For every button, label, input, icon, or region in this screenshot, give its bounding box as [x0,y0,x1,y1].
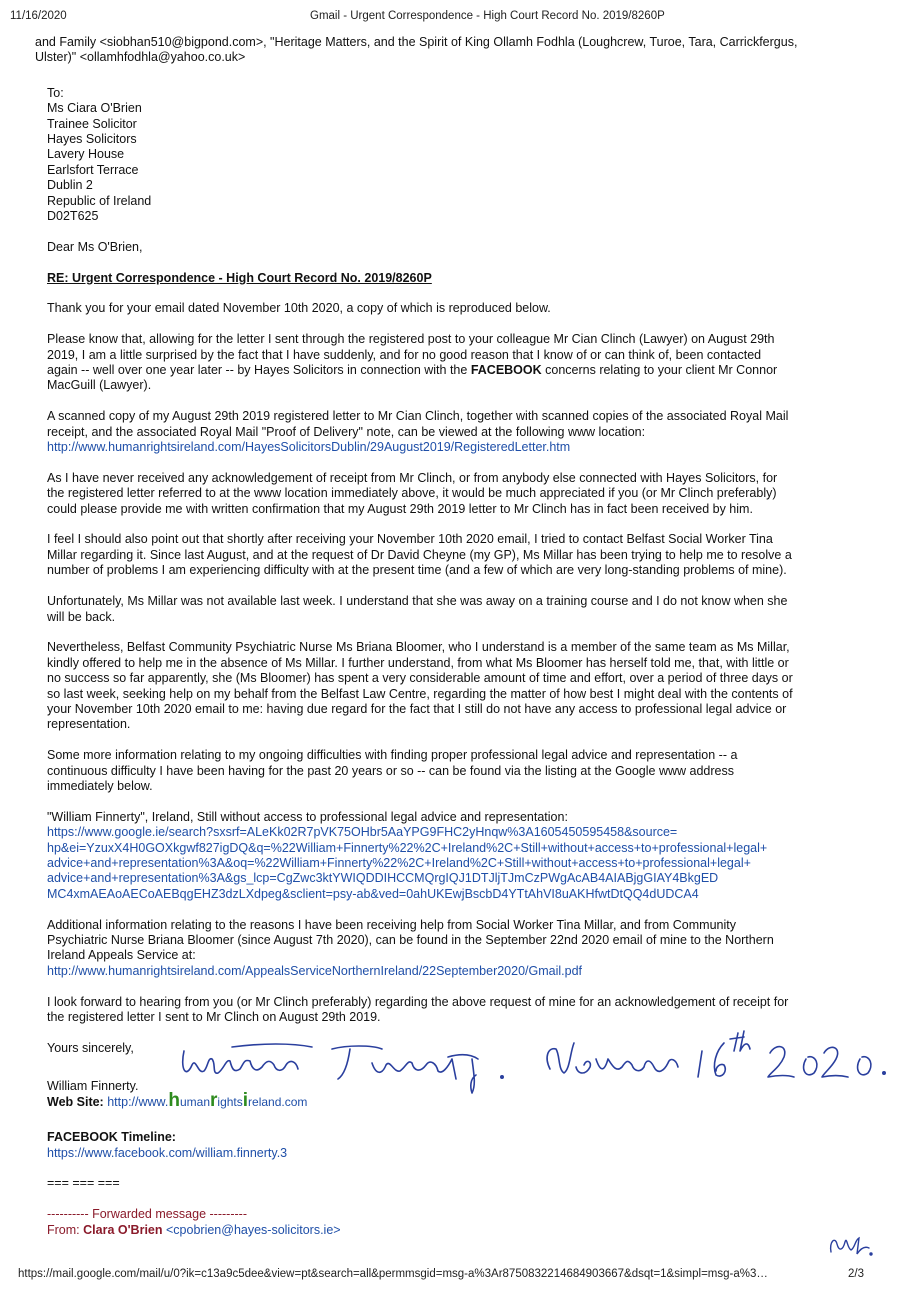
text-line: your November 10th 2020 email to me: having due regard for the fact that I still do not have any access to professional legal advice or [47,701,787,716]
email-body [35,35,885,1238]
text-line: I feel I should also point out that shortly after receiving your November 10th 2020 email, I tried to contact Belfast Social Worker Tina [47,532,773,547]
closing: Yours sincerely, [47,1040,134,1055]
google-search-link[interactable]: hp&ei=YzuxX4H0GOXkgwf827igDQ&q=%22William+Finnerty%22%2C+Ireland%2C+Still+without+access+to+professional+legal+ [47,840,768,855]
print-title: Gmail - Urgent Correspondence - High Court Record No. 2019/8260P [310,10,665,22]
website-label: Web Site: [47,1094,104,1109]
logo-text: reland [248,1094,282,1109]
logo-text: uman [179,1094,210,1109]
text-line: Please know that, allowing for the letter I sent through the registered post to your colleague Mr Cian Clinch (Lawyer) on August 29th [47,332,775,347]
text-line: Psychiatric Nurse Briana Bloomer (since August 7th 2020), can be found in the September 22nd 2020 email of mine to the Northern [47,932,774,947]
registered-letter-link[interactable]: http://www.humanrightsireland.com/HayesSolicitorsDublin/29August2019/RegisteredLetter.htm [47,440,571,455]
google-search-link[interactable]: advice+and+representation%3A&oq=%22William+Finnerty%22%2C+Ireland%2C+Still+without+access+to+professional+legal+ [47,855,751,870]
separator: === === === [47,1176,120,1191]
address-line: Republic of Ireland [47,193,152,208]
recipient-address [47,86,885,225]
text-line [47,363,885,378]
paragraph-3 [47,409,885,455]
handwritten-signature-icon [172,1029,892,1099]
text-line: Nevertheless, Belfast Community Psychiatric Nurse Ms Briana Bloomer, who I understand is a member of the same team as Ms Millar, [47,640,790,655]
from-email-link[interactable]: <cpobrien@hayes-solicitors.ie> [166,1222,341,1237]
forwarded-header [47,1207,885,1238]
text-fragment: concerns relating to your client Mr Connor [541,363,778,378]
from-name: Clara O'Brien [83,1222,163,1237]
text-line: MacGuill (Lawyer). [47,378,152,393]
text-line: representation. [47,717,131,732]
paragraph-2 [47,332,885,394]
text-line: will be back. [47,609,116,624]
text-line: the registered letter I sent to Mr Clinch on August 29th 2019. [47,1009,381,1024]
address-line: Trainee Solicitor [47,116,137,131]
facebook-block [47,1130,885,1161]
google-search-link[interactable]: https://www.google.ie/search?sxsrf=ALeKk02R7pVK75OHbr5AaYPG9FHC2yHnqw%3A1605450595458&source= [47,825,678,840]
paragraph-6 [47,594,885,625]
forwarded-marker: ---------- Forwarded message --------- [47,1207,247,1222]
text-line: immediately below. [47,778,153,793]
logo-text: .com [281,1094,308,1109]
text-line: the registered letter referred to at the www location immediately above, it would be much appreciated if you (or Mr Clinch preferably) [47,486,777,501]
paragraph-10 [47,918,885,980]
text-line: receipt, and the associated Royal Mail "Proof of Delivery" note, can be viewed at the following www location: [47,424,646,439]
subject-line: RE: Urgent Correspondence - High Court Record No. 2019/8260P [47,270,432,285]
print-footer-url: https://mail.google.com/mail/u/0?ik=c13a9c5dee&view=pt&search=all&permmsgid=msg-a%3Ar8750832214684903667&dsqt=1&simpl=msg-a%3… [18,1268,768,1280]
google-search-link[interactable]: MC4xmAEAoAECoAEBqgEHZ3dzLXdpeg&sclient=psy-ab&ved=0ahUKEwjBscbD4YTtAhVI8uAKHfwtDtQQ4dUDCA4 [47,886,699,901]
text-fragment: again -- well over one year later -- by Hayes Solicitors in connection with the [47,363,471,378]
facebook-link[interactable]: https://www.facebook.com/william.finnerty.3 [47,1145,288,1160]
to-label: To: [47,85,64,100]
google-search-link[interactable]: advice+and+representation%3A&gs_lcp=CgZwc3ktYWIQDDIHCCMQrgIQJ1DTJljTJmCzPWgAcAB4AIABjgGIAY4BkgED [47,871,719,886]
website-prefix: http://www. [107,1094,169,1109]
logo-letter-h: h [168,1089,180,1111]
text-line: kindly offered to help me in the absence of Ms Millar. I further understand, from what Ms Bloomer has herself told me, that, with little or [47,655,789,670]
salutation: Dear Ms O'Brien, [47,239,143,254]
paragraph-11 [47,995,885,1026]
facebook-label: FACEBOOK Timeline: [47,1130,176,1145]
text-line: I look forward to hearing from you (or Mr Clinch preferably) regarding the above request of mine for an acknowledgement of receipt for [47,994,789,1009]
address-line: Ms Ciara O'Brien [47,101,142,116]
text-line: continuous difficulty I have been having for the past 20 years or so -- can be found via the listing at the Google www address [47,763,734,778]
cc-recipients [35,35,885,66]
address-line: Lavery House [47,147,125,162]
logo-text: ights [217,1094,243,1109]
signer-name: William Finnerty. [47,1078,139,1093]
text-line: Additional information relating to the reasons I have been receiving help from Social Worker Tina Millar, and from Community [47,917,736,932]
cc-line: Ulster)" <ollamhfodhla@yahoo.co.uk> [35,50,246,65]
print-date: 11/16/2020 [10,10,67,22]
text-line: 2019, I am a little surprised by the fact that I have suddenly, and for no good reason that I know of or can think of, been contacted [47,347,762,362]
paragraph-9 [47,810,885,902]
text-line: Ireland Appeals Service at: [47,948,196,963]
text-line: so last week, seeking help on my behalf from the Belfast Law Centre, regarding the matter of how best I might deal with the contents of [47,686,793,701]
handwritten-initials-icon [825,1230,875,1260]
from-label: From: [47,1222,80,1237]
address-line: Earlsfort Terrace [47,162,139,177]
address-line: Hayes Solicitors [47,132,137,147]
page-number: 2/3 [848,1268,864,1280]
paragraph-4 [47,471,885,517]
text-line: As I have never received any acknowledgement of receipt from Mr Clinch, or from anybody else connected with Hayes Solicitors, for [47,470,778,485]
text-line: A scanned copy of my August 29th 2019 registered letter to Mr Cian Clinch, together with scanned copies of the associated Royal Mail [47,409,789,424]
text-line: no success so far apparently, she (Ms Bloomer) has spent a very considerable amount of time and effort, over a period of three days or [47,671,793,686]
paragraph-1: Thank you for your email dated November 10th 2020, a copy of which is reproduced below. [47,301,551,316]
text-line: Unfortunately, Ms Millar was not available last week. I understand that she was away on a training course and I do not know when she [47,594,788,609]
appeals-service-link[interactable]: http://www.humanrightsireland.com/AppealsServiceNorthernIreland/22September2020/Gmail.pdf [47,963,583,978]
cc-line: and Family <siobhan510@bigpond.com>, "Heritage Matters, and the Spirit of King Ollamh Fodhla (Loughcrew, Turoe, Tara, Carrickfergus, [35,35,798,49]
paragraph-7 [47,640,885,732]
facebook-bold: FACEBOOK [470,363,542,378]
paragraph-5 [47,532,885,578]
address-line: D02T625 [47,209,99,224]
logo-letter-i: i [242,1089,249,1111]
text-line: could please provide me with written confirmation that my August 29th 2019 letter to Mr Clinch has in fact been received by him. [47,501,753,516]
text-line: "William Finnerty", Ireland, Still without access to professional legal advice and representation: [47,809,568,824]
address-line: Dublin 2 [47,178,93,193]
logo-letter-r: r [210,1089,218,1111]
text-line: number of problems I am experiencing difficulty with at the present time (and a few of which are very long-standing problems of mine). [47,563,787,578]
text-line: Millar regarding it. Since last August, and at the request of Dr David Cheyne (my GP), Ms Millar has been trying to help me to resolve a [47,547,792,562]
signature-block [47,1041,885,1101]
paragraph-8 [47,748,885,794]
text-line: Some more information relating to my ongoing difficulties with finding proper professional legal advice and representation -- a [47,748,738,763]
